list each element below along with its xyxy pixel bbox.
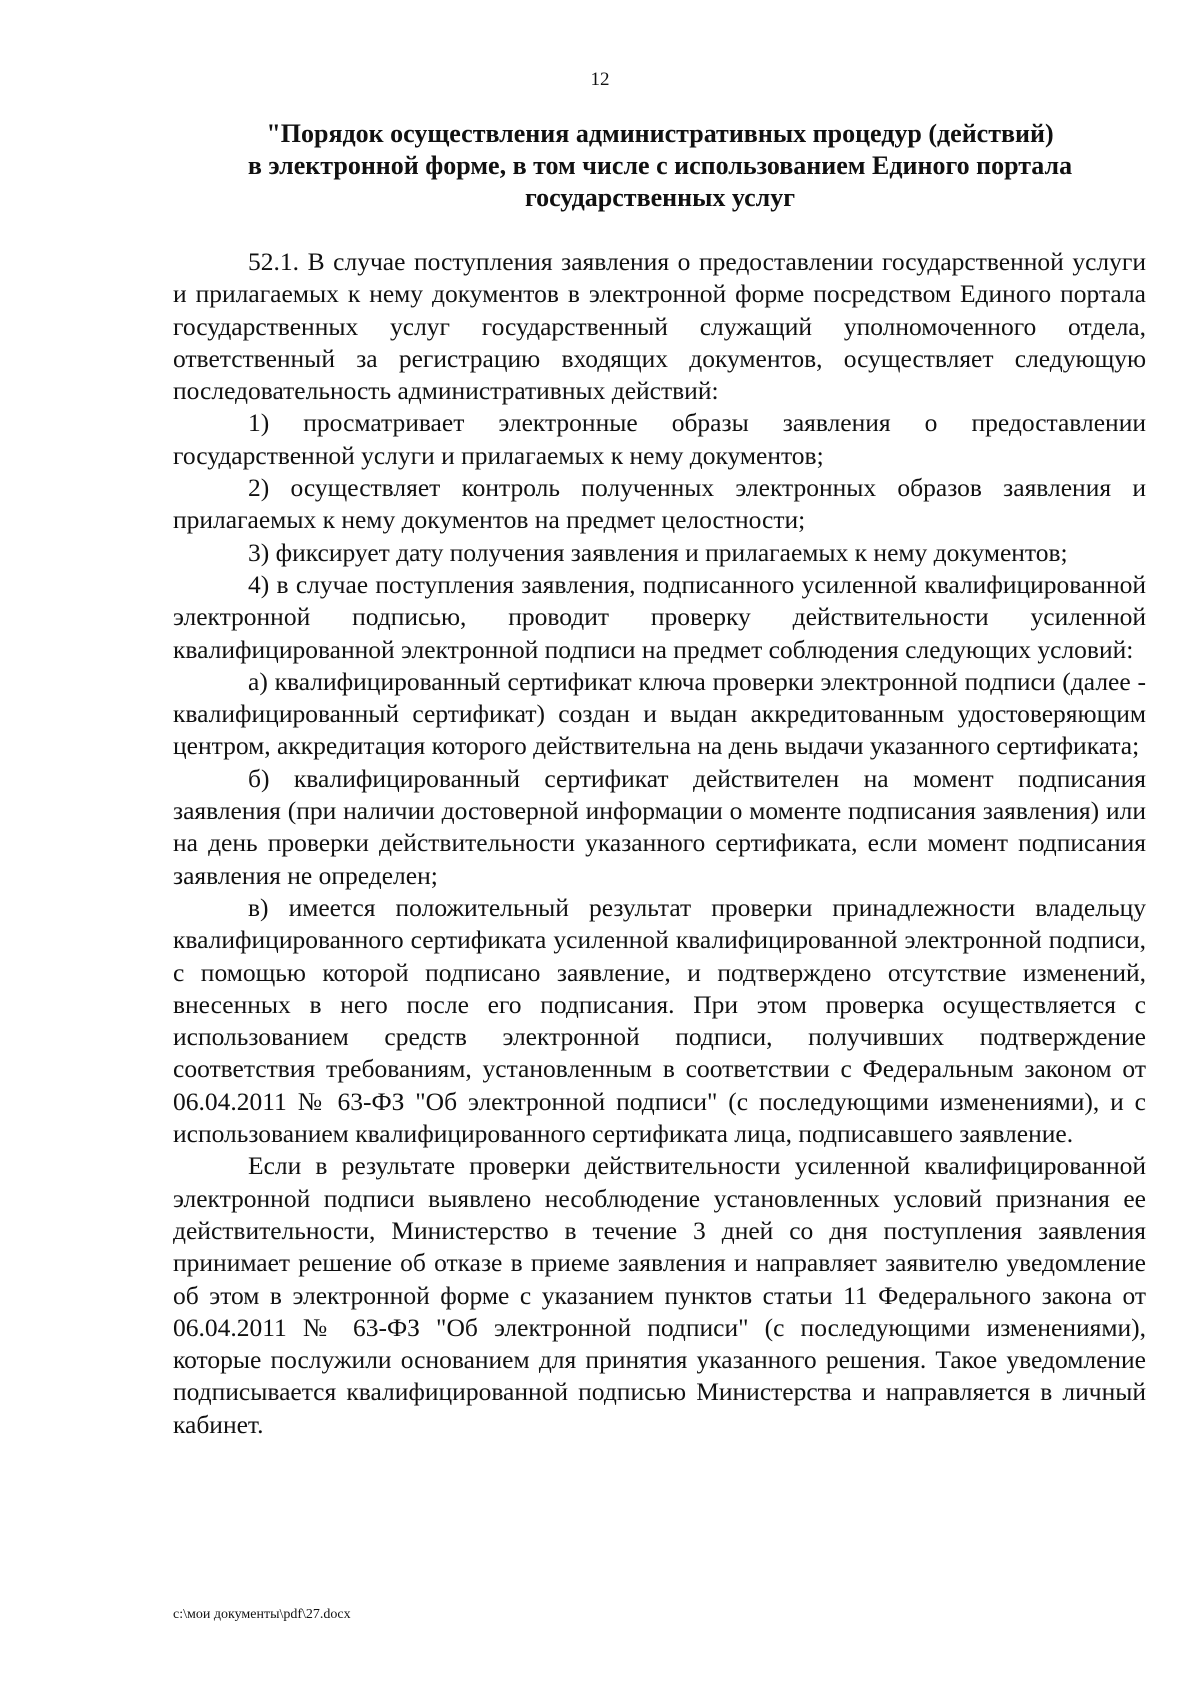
list-item-1: 1) просматривает электронные образы заявления о предоставлении государственной услуги и прилагаемых к нему документов;	[173, 408, 1146, 470]
title-line: "Порядок осуществления административных процедур (действий)	[266, 119, 1054, 148]
paragraph-refusal: Если в результате проверки действительности усиленной квалифицированной электронной подписи выявлено несоблюдение установленных условий признания ее действительности, Министерство в течение 3 дней со дня поступления заявления принимает решение об отказе в приеме заявления и направляет заявителю уведомление об этом в электронной форме с указанием пунктов статьи 11 Федерального закона от 06.04.2011 № 63-ФЗ "Об электронной подписи" (с последующими изменениями), которые послужили основанием для принятия указанного решения. Такое уведомление подписывается квалифицированной подписью Министерства и направляется в личный кабинет.	[173, 1151, 1146, 1439]
list-item-4: 4) в случае поступления заявления, подписанного усиленной квалифицированной электронной подписью, проводит проверку действительности усиленной квалифицированной электронной подписи на предмет соблюдения следующих условий:	[173, 569, 1146, 664]
list-item-2: 2) осуществляет контроль полученных электронных образов заявления и прилагаемых к нему документов на предмет целостности;	[173, 473, 1146, 535]
list-item-3: 3) фиксирует дату получения заявления и прилагаемых к нему документов;	[248, 537, 1068, 567]
section-title	[200, 118, 1120, 214]
title-line: в электронной форме, в том числе с использованием Единого портала	[247, 151, 1073, 180]
sub-item-v: в) имеется положительный результат проверки принадлежности владельцу квалифицированного сертификата усиленной квалифицированной электронной подписи, с помощью которой подписано заявление, и подтверждено отсутствие изменений, внесенных в него после его подписания. При этом проверка осуществляется с использованием средств электронной подписи, получивших подтверждение соответствия требованиям, установленным в соответствии с Федеральным законом от 06.04.2011 № 63-ФЗ "Об электронной подписи" (с последующими изменениями), и с использованием квалифицированного сертификата лица, подписавшего заявление.	[173, 892, 1146, 1149]
page-number: 12	[590, 69, 610, 90]
footer-file-path: c:\мои документы\pdf\27.docx	[173, 1607, 351, 1622]
sub-item-a: а) квалифицированный сертификат ключа проверки электронной подписи (далее - квалифицированный сертификат) создан и выдан аккредитованным удостоверяющим центром, аккредитация которого действительна на день выдачи указанного сертификата;	[173, 666, 1146, 761]
document-body	[173, 246, 1146, 1441]
paragraph-52-1: 52.1. В случае поступления заявления о предоставлении государственной услуги и прилагаемых к нему документов в электронной форме посредством Единого портала государственных услуг государственный служащий уполномоченного отдела, ответственный за регистрацию входящих документов, осуществляет следующую последовательность административных действий:	[173, 247, 1146, 406]
title-line: государственных услуг	[524, 183, 796, 212]
sub-item-b: б) квалифицированный сертификат действителен на момент подписания заявления (при наличии достоверной информации о моменте подписания заявления) или на день проверки действительности указанного сертификата, если момент подписания заявления не определен;	[173, 763, 1146, 890]
